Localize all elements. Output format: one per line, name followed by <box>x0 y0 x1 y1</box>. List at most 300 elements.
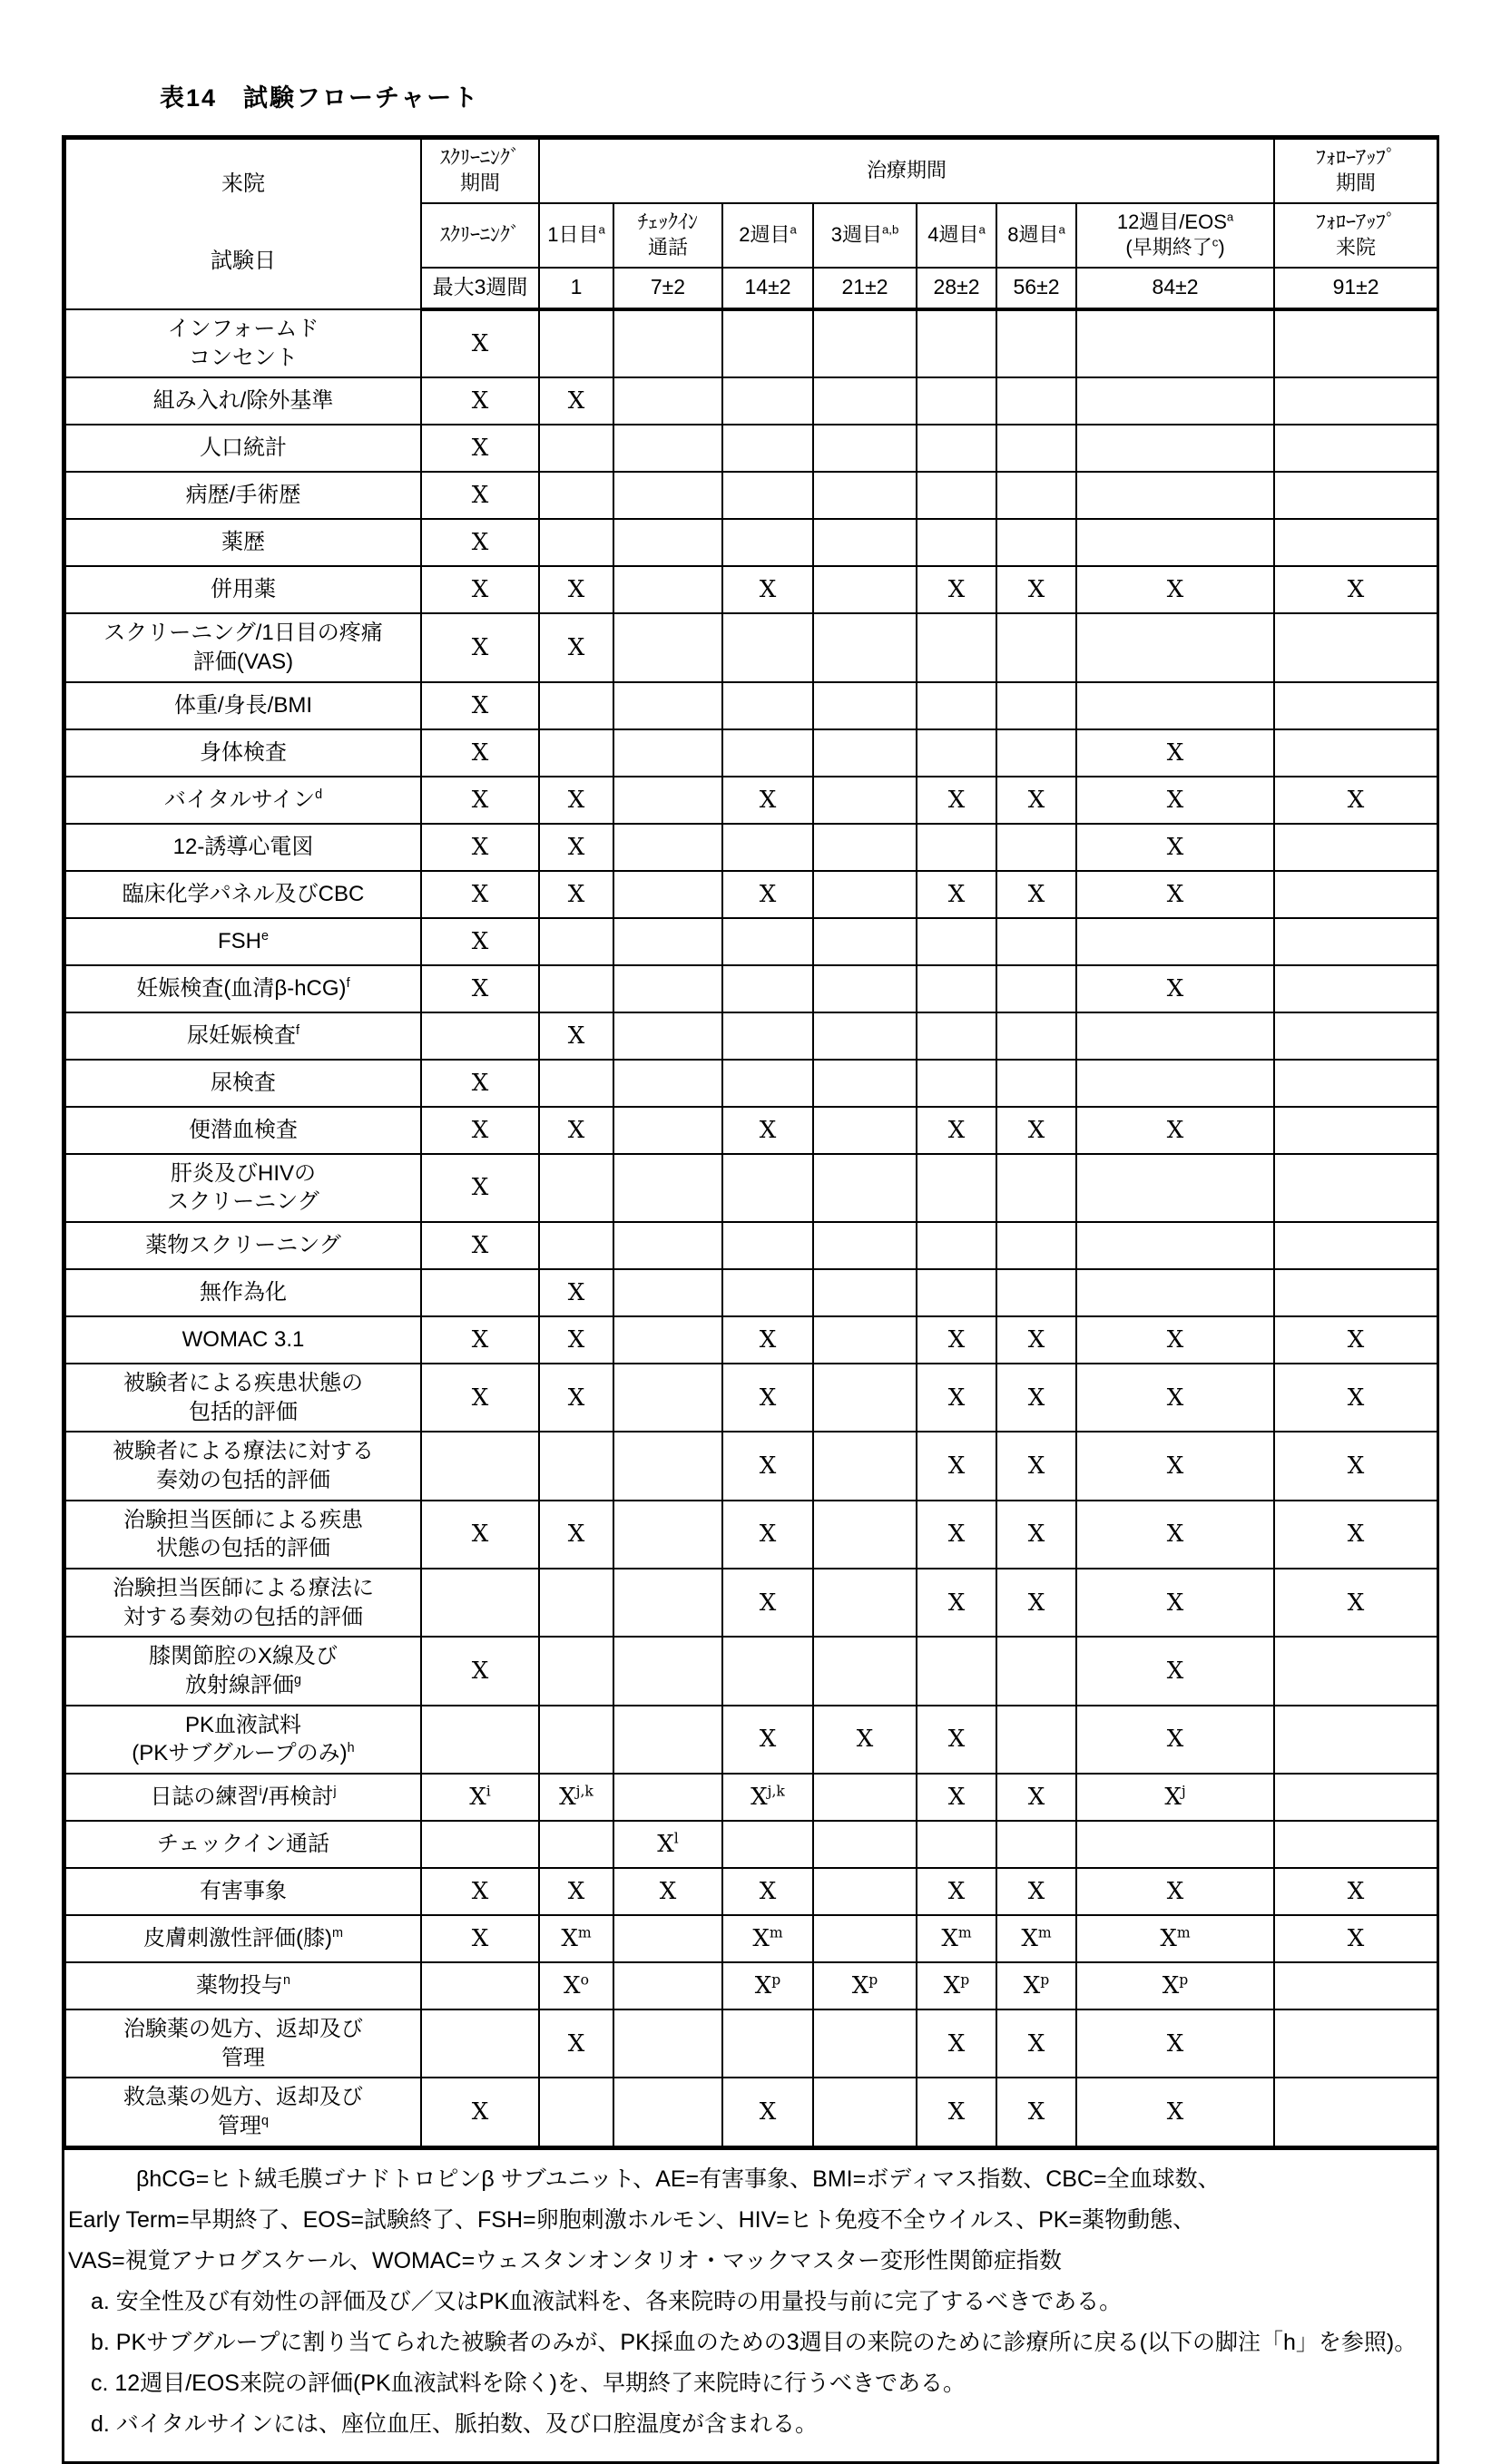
mark-cell <box>1274 1012 1437 1060</box>
mark-cell <box>813 965 917 1012</box>
mark-cell <box>1274 1269 1437 1316</box>
mark-cell <box>539 425 613 472</box>
mark-cell: X <box>917 1501 996 1569</box>
activity-label: FSH$^e$ <box>65 918 421 965</box>
mark-cell <box>613 1706 722 1774</box>
mark-cell: X <box>722 2078 813 2146</box>
mark-cell: X <box>996 777 1076 824</box>
mark-cell <box>722 918 813 965</box>
mark-cell <box>613 1364 722 1432</box>
mark-cell: $X^l$ <box>613 1821 722 1868</box>
mark-cell <box>1076 918 1274 965</box>
mark-cell <box>722 1821 813 1868</box>
mark-cell <box>539 1706 613 1774</box>
mark-cell: X <box>421 965 539 1012</box>
mark-cell <box>1076 682 1274 729</box>
mark-cell: X <box>996 871 1076 918</box>
mark-cell <box>613 2078 722 2146</box>
mark-cell: X <box>813 1706 917 1774</box>
activity-label: 有害事象 <box>65 1868 421 1915</box>
mark-cell <box>722 1222 813 1269</box>
mark-cell <box>1274 824 1437 871</box>
mark-cell <box>1076 519 1274 566</box>
mark-cell <box>1274 1060 1437 1107</box>
activity-label: 被験者による疾患状態の 包括的評価 <box>65 1364 421 1432</box>
mark-cell: X <box>996 1774 1076 1821</box>
mark-cell: X <box>917 1868 996 1915</box>
mark-cell: $X^p$ <box>813 1962 917 2009</box>
activity-label: 薬歴 <box>65 519 421 566</box>
table-row <box>65 1012 1437 1060</box>
mark-cell <box>1274 377 1437 425</box>
day-row-label: 試験日 <box>211 248 276 273</box>
mark-cell: X <box>1076 1316 1274 1364</box>
mark-cell <box>613 1154 722 1222</box>
visit-header-week8: 8週目$^a$ <box>996 203 1076 268</box>
mark-cell: X <box>917 1706 996 1774</box>
activity-label: 尿検査 <box>65 1060 421 1107</box>
mark-cell <box>996 519 1076 566</box>
mark-cell <box>996 682 1076 729</box>
visit-header-day1: 1日目$^a$ <box>539 203 613 268</box>
mark-cell <box>1274 965 1437 1012</box>
mark-cell <box>613 871 722 918</box>
mark-cell: X <box>1076 1107 1274 1154</box>
mark-cell: X <box>421 566 539 613</box>
table-row <box>65 1706 1437 1774</box>
mark-cell <box>813 1868 917 1915</box>
mark-cell <box>613 519 722 566</box>
mark-cell: X <box>421 1364 539 1432</box>
table-row <box>65 2009 1437 2078</box>
mark-cell: X <box>1274 1569 1437 1637</box>
mark-cell <box>1274 2009 1437 2078</box>
mark-cell <box>1076 1821 1274 1868</box>
mark-cell <box>996 613 1076 681</box>
day-header-week3: 21±2 <box>813 268 917 309</box>
mark-cell <box>917 309 996 377</box>
mark-cell: X <box>421 777 539 824</box>
mark-cell <box>813 377 917 425</box>
mark-cell <box>613 965 722 1012</box>
mark-cell <box>1076 377 1274 425</box>
mark-cell: X <box>722 1706 813 1774</box>
mark-cell: X <box>1274 1432 1437 1500</box>
mark-cell <box>1076 1222 1274 1269</box>
mark-cell <box>917 1269 996 1316</box>
mark-cell <box>813 2009 917 2078</box>
footnotes <box>64 2147 1437 2461</box>
table-row <box>65 472 1437 519</box>
mark-cell: X <box>722 777 813 824</box>
mark-cell: $X^o$ <box>539 1962 613 2009</box>
mark-cell: X <box>996 1432 1076 1500</box>
table-row <box>65 1364 1437 1432</box>
mark-cell <box>1076 1269 1274 1316</box>
mark-cell <box>539 965 613 1012</box>
table-row <box>65 1637 1437 1705</box>
mark-cell: X <box>917 1316 996 1364</box>
table-row <box>65 1915 1437 1962</box>
activity-label: 被験者による療法に対する 奏効の包括的評価 <box>65 1432 421 1500</box>
mark-cell <box>613 1012 722 1060</box>
activity-label: PK血液試料 (PKサブグループのみ)$^h$ <box>65 1706 421 1774</box>
activity-label: 薬物投与$^n$ <box>65 1962 421 2009</box>
mark-cell <box>613 824 722 871</box>
mark-cell <box>1274 472 1437 519</box>
mark-cell <box>996 965 1076 1012</box>
mark-cell <box>539 918 613 965</box>
mark-cell <box>722 824 813 871</box>
mark-cell <box>1076 472 1274 519</box>
mark-cell <box>613 777 722 824</box>
mark-cell: X <box>421 1060 539 1107</box>
mark-cell: X <box>421 1915 539 1962</box>
mark-cell: X <box>1076 1501 1274 1569</box>
day-header-checkin-call: 7±2 <box>613 268 722 309</box>
mark-cell <box>813 425 917 472</box>
mark-cell <box>813 1821 917 1868</box>
mark-cell <box>813 777 917 824</box>
mark-cell: X <box>539 1364 613 1432</box>
mark-cell <box>813 1107 917 1154</box>
mark-cell <box>917 472 996 519</box>
period-screening: ｽｸﾘｰﾆﾝｸﾞ 期間 <box>421 139 539 203</box>
mark-cell: X <box>421 309 539 377</box>
mark-cell <box>613 425 722 472</box>
table-row <box>65 377 1437 425</box>
mark-cell: X <box>539 1107 613 1154</box>
mark-cell <box>813 1364 917 1432</box>
mark-cell <box>539 2078 613 2146</box>
mark-cell: X <box>722 1316 813 1364</box>
mark-cell <box>1076 1060 1274 1107</box>
mark-cell <box>813 613 917 681</box>
mark-cell: X <box>421 871 539 918</box>
mark-cell: X <box>722 1364 813 1432</box>
table-row <box>65 1774 1437 1821</box>
mark-cell <box>722 1269 813 1316</box>
mark-cell <box>613 1316 722 1364</box>
table-row <box>65 824 1437 871</box>
mark-cell: X <box>539 1269 613 1316</box>
mark-cell <box>813 1222 917 1269</box>
mark-cell: X <box>722 871 813 918</box>
mark-cell <box>539 472 613 519</box>
footnote-line: Early Term=早期終了、EOS=試験終了、FSH=卵胞刺激ホルモン、HIV=ヒト免疫不全ウイルス、PK=薬物動態、 <box>68 2206 1196 2233</box>
mark-cell <box>613 1501 722 1569</box>
mark-cell <box>917 965 996 1012</box>
mark-cell <box>917 613 996 681</box>
table-row <box>65 1060 1437 1107</box>
mark-cell <box>917 1821 996 1868</box>
mark-cell: X <box>996 1569 1076 1637</box>
table-row <box>65 1269 1437 1316</box>
activity-label: WOMAC 3.1 <box>65 1316 421 1364</box>
period-header-row <box>65 139 1437 203</box>
mark-cell <box>996 729 1076 777</box>
table-row <box>65 1962 1437 2009</box>
mark-cell: X <box>1076 1569 1274 1637</box>
mark-cell: X <box>421 824 539 871</box>
mark-cell <box>539 729 613 777</box>
mark-cell: X <box>1076 729 1274 777</box>
period-followup: ﾌｫﾛｰｱｯﾌﾟ 期間 <box>1274 139 1437 203</box>
mark-cell: X <box>1274 1915 1437 1962</box>
mark-cell: $X^m$ <box>539 1915 613 1962</box>
mark-cell <box>996 918 1076 965</box>
mark-cell: X <box>539 871 613 918</box>
mark-cell <box>813 1432 917 1500</box>
mark-cell <box>722 729 813 777</box>
mark-cell <box>613 613 722 681</box>
mark-cell <box>613 1432 722 1500</box>
footnote-line: b. PKサブグループに割り当てられた被験者のみが、PK採血のための3週目の来院のために診療所に戻る(以下の脚注「h」を参照)。 <box>68 2329 1418 2355</box>
mark-cell <box>813 871 917 918</box>
mark-cell <box>722 613 813 681</box>
table-row <box>65 1432 1437 1500</box>
mark-cell <box>996 377 1076 425</box>
mark-cell <box>722 1637 813 1705</box>
table-row <box>65 519 1437 566</box>
day-header-week12-eos: 84±2 <box>1076 268 1274 309</box>
table-row <box>65 1569 1437 1637</box>
mark-cell <box>421 1962 539 2009</box>
mark-cell: X <box>421 1154 539 1222</box>
mark-cell <box>1274 1154 1437 1222</box>
mark-cell: X <box>539 1012 613 1060</box>
day-header-screening: 最大3週間 <box>421 268 539 309</box>
mark-cell <box>613 2009 722 2078</box>
mark-cell <box>996 1222 1076 1269</box>
mark-cell <box>613 1222 722 1269</box>
mark-cell <box>539 1060 613 1107</box>
mark-cell <box>1274 519 1437 566</box>
mark-cell: X <box>1076 777 1274 824</box>
mark-cell <box>813 918 917 965</box>
mark-cell: X <box>421 1501 539 1569</box>
footnote-line: a. 安全性及び有効性の評価及び／又はPK血液試料を、各来院時の用量投与前に完了するべきである。 <box>68 2288 1123 2314</box>
footnote-line: c. 12週目/EOS来院の評価(PK血液試料を除く)を、早期終了来院時に行うべきである。 <box>68 2370 966 2396</box>
mark-cell <box>421 1269 539 1316</box>
mark-cell <box>722 309 813 377</box>
activity-label: 膝関節腔のX線及び 放射線評価$^g$ <box>65 1637 421 1705</box>
mark-cell: X$^{j,k}$ <box>539 1774 613 1821</box>
mark-cell: X <box>722 566 813 613</box>
mark-cell: X <box>539 1316 613 1364</box>
mark-cell <box>917 1637 996 1705</box>
mark-cell <box>917 519 996 566</box>
mark-cell <box>917 1154 996 1222</box>
mark-cell: X <box>539 2009 613 2078</box>
mark-cell: X <box>1274 1868 1437 1915</box>
mark-cell <box>421 1706 539 1774</box>
mark-cell: X <box>1076 871 1274 918</box>
mark-cell <box>813 1316 917 1364</box>
mark-cell: X <box>996 1501 1076 1569</box>
mark-cell <box>1076 613 1274 681</box>
mark-cell: X <box>1274 1364 1437 1432</box>
activity-label: インフォームド コンセント <box>65 309 421 377</box>
activity-label: 救急薬の処方、返却及び 管理$^q$ <box>65 2078 421 2146</box>
mark-cell <box>722 377 813 425</box>
mark-cell <box>1274 425 1437 472</box>
mark-cell: X <box>917 871 996 918</box>
activity-label: バイタルサイン$^d$ <box>65 777 421 824</box>
mark-cell: $X^p$ <box>1076 1962 1274 2009</box>
mark-cell: X <box>996 1364 1076 1432</box>
mark-cell: X <box>1274 777 1437 824</box>
mark-cell <box>613 1962 722 2009</box>
mark-cell: X <box>917 2009 996 2078</box>
mark-cell <box>917 918 996 965</box>
mark-cell <box>1274 613 1437 681</box>
mark-cell <box>613 1269 722 1316</box>
table-row <box>65 965 1437 1012</box>
mark-cell: X <box>421 519 539 566</box>
mark-cell <box>996 1269 1076 1316</box>
mark-cell: X <box>1076 1637 1274 1705</box>
mark-cell <box>722 519 813 566</box>
activity-label: 体重/身長/BMI <box>65 682 421 729</box>
mark-cell <box>996 472 1076 519</box>
mark-cell <box>539 1432 613 1500</box>
mark-cell <box>996 1706 1076 1774</box>
mark-cell <box>813 1060 917 1107</box>
day-header-day1: 1 <box>539 268 613 309</box>
mark-cell <box>813 309 917 377</box>
flowchart-table-frame <box>62 135 1439 2464</box>
day-header-week2: 14±2 <box>722 268 813 309</box>
visit-header-week3: 3週目$^{a,b}$ <box>813 203 917 268</box>
footnote-line: VAS=視覚アナログスケール、WOMAC=ウェスタンオンタリオ・マックマスター変形性関節症指数 <box>68 2247 1062 2273</box>
mark-cell: X <box>1076 965 1274 1012</box>
mark-cell <box>421 1012 539 1060</box>
table-row <box>65 613 1437 681</box>
mark-cell <box>1274 1222 1437 1269</box>
mark-cell: X <box>1076 2078 1274 2146</box>
visit-row-label: 来院 <box>221 171 265 197</box>
period-treatment: 治療期間 <box>539 139 1274 203</box>
mark-cell <box>539 519 613 566</box>
mark-cell: X <box>917 1107 996 1154</box>
mark-cell <box>722 1012 813 1060</box>
day-header-week8: 56±2 <box>996 268 1076 309</box>
activity-label: 皮膚刺激性評価(膝)$^m$ <box>65 1915 421 1962</box>
mark-cell <box>1274 1706 1437 1774</box>
mark-cell: X <box>421 1107 539 1154</box>
mark-cell <box>613 309 722 377</box>
mark-cell: X <box>421 729 539 777</box>
mark-cell: X <box>1274 1316 1437 1364</box>
mark-cell: X <box>917 1774 996 1821</box>
mark-cell <box>613 1774 722 1821</box>
mark-cell: $X^p$ <box>996 1962 1076 2009</box>
mark-cell <box>539 1154 613 1222</box>
mark-cell <box>813 519 917 566</box>
mark-cell: X <box>917 566 996 613</box>
mark-cell <box>539 1569 613 1637</box>
activity-label: 併用薬 <box>65 566 421 613</box>
mark-cell: $X^j$ <box>1076 1774 1274 1821</box>
mark-cell <box>722 472 813 519</box>
mark-cell: X <box>917 2078 996 2146</box>
mark-cell: X <box>539 1501 613 1569</box>
mark-cell: X <box>722 1569 813 1637</box>
mark-cell <box>1274 2078 1437 2146</box>
mark-cell: X <box>1076 1364 1274 1432</box>
table-row <box>65 1154 1437 1222</box>
mark-cell: X <box>996 2078 1076 2146</box>
mark-cell <box>1274 1774 1437 1821</box>
table-header <box>65 139 1437 309</box>
mark-cell <box>813 729 917 777</box>
mark-cell <box>813 1012 917 1060</box>
table-row <box>65 425 1437 472</box>
table-row <box>65 1501 1437 1569</box>
mark-cell: $X^p$ <box>917 1962 996 2009</box>
mark-cell <box>996 309 1076 377</box>
mark-cell: X <box>917 1364 996 1432</box>
mark-cell <box>613 1569 722 1637</box>
activity-label: 肝炎及びHIVの スクリーニング <box>65 1154 421 1222</box>
mark-cell <box>1274 682 1437 729</box>
activity-rows <box>65 309 1437 2146</box>
mark-cell <box>813 472 917 519</box>
mark-cell <box>1274 729 1437 777</box>
mark-cell: X <box>1076 824 1274 871</box>
mark-cell: X <box>539 377 613 425</box>
mark-cell <box>996 425 1076 472</box>
mark-cell: X <box>1274 1501 1437 1569</box>
activity-label: 無作為化 <box>65 1269 421 1316</box>
mark-cell: X <box>421 425 539 472</box>
mark-cell: X <box>539 566 613 613</box>
table-row <box>65 2078 1437 2146</box>
day-header-week4: 28±2 <box>917 268 996 309</box>
mark-cell <box>1274 1821 1437 1868</box>
page-title: 表14 試験フローチャート <box>160 84 480 112</box>
mark-cell <box>421 1821 539 1868</box>
mark-cell: X <box>722 1107 813 1154</box>
mark-cell <box>421 2009 539 2078</box>
mark-cell: X <box>421 1637 539 1705</box>
mark-cell: X <box>421 682 539 729</box>
mark-cell <box>996 1637 1076 1705</box>
mark-cell <box>813 2078 917 2146</box>
mark-cell: X <box>1076 1868 1274 1915</box>
activity-label: 便潜血検査 <box>65 1107 421 1154</box>
mark-cell <box>613 918 722 965</box>
mark-cell <box>813 1637 917 1705</box>
day-header-followup: 91±2 <box>1274 268 1437 309</box>
mark-cell: X <box>1274 566 1437 613</box>
mark-cell: $X^m$ <box>917 1915 996 1962</box>
activity-label: 尿妊娠検査$^f$ <box>65 1012 421 1060</box>
mark-cell: X <box>613 1868 722 1915</box>
mark-cell <box>917 1012 996 1060</box>
mark-cell: X <box>1076 1432 1274 1500</box>
table-row <box>65 1821 1437 1868</box>
table-row <box>65 1107 1437 1154</box>
mark-cell: X <box>539 777 613 824</box>
activity-label: 12-誘導心電図 <box>65 824 421 871</box>
mark-cell <box>722 1060 813 1107</box>
activity-label: 治験担当医師による療法に 対する奏効の包括的評価 <box>65 1569 421 1637</box>
footnote-line: βhCG=ヒト絨毛膜ゴナドトロピンβ サブユニット、AE=有害事象、BMI=ボディマス指数、CBC=全血球数、 <box>68 2166 1221 2192</box>
mark-cell: X <box>421 613 539 681</box>
footnote-line: d. バイタルサインには、座位血圧、脈拍数、及び口腔温度が含まれる。 <box>68 2410 819 2437</box>
